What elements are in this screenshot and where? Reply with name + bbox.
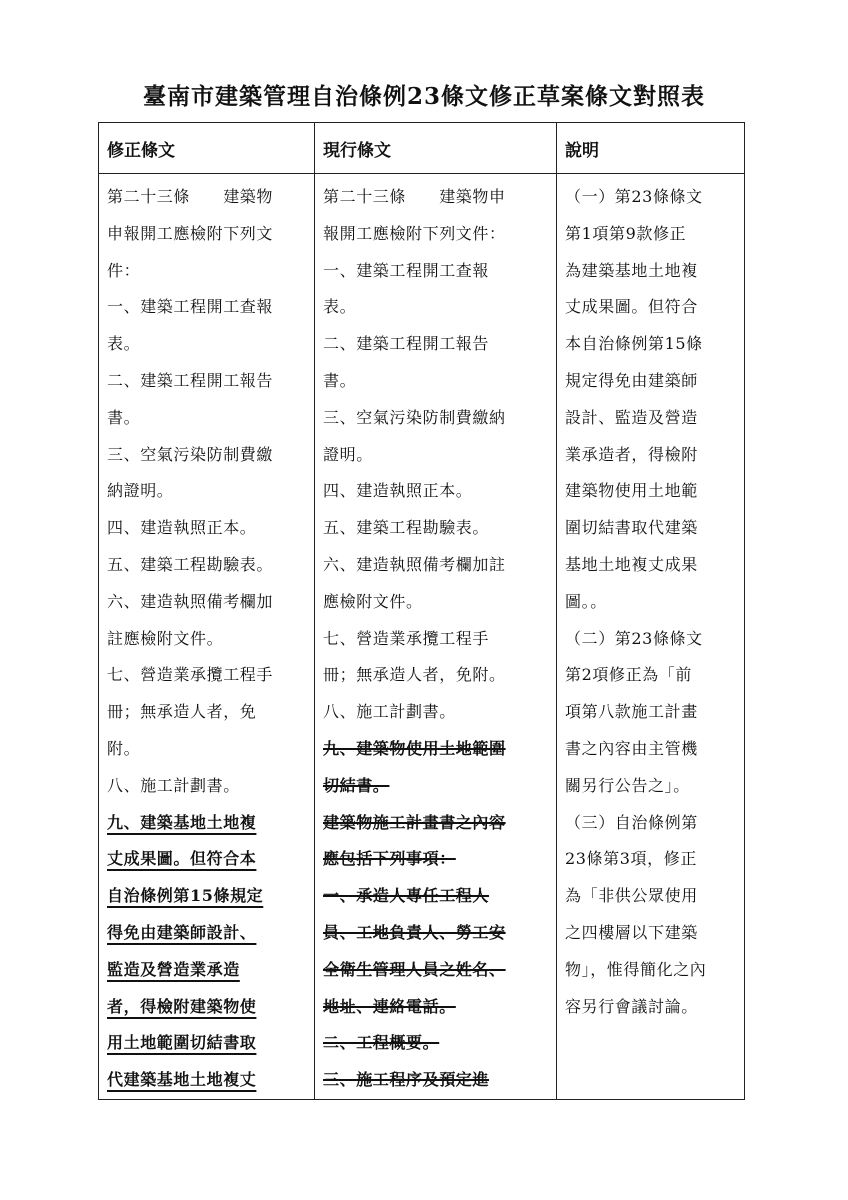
revised-line-text: 納證明。 <box>107 481 174 501</box>
revised-line <box>107 694 308 731</box>
revised-line-text: 丈成果圖。但符合本 <box>107 849 257 869</box>
revised-line <box>107 878 308 915</box>
current-line-text: 報開工應檢附下列文件： <box>323 223 506 243</box>
current-line <box>323 768 550 805</box>
revised-line-text: 表。 <box>107 334 141 354</box>
explanation-line-text: 本自治條例第15條 <box>565 334 703 354</box>
explanation-line <box>565 510 738 547</box>
explanation-line <box>565 547 738 584</box>
current-line-text: 第二十三條 建築物申 <box>323 187 506 206</box>
current-line <box>323 216 550 253</box>
explanation-line-text: 第1項第9款修正 <box>565 223 687 243</box>
current-line-text: 切結書。 <box>323 775 390 795</box>
current-line <box>323 731 550 768</box>
explanation-line <box>565 437 738 474</box>
current-line <box>323 473 550 510</box>
revised-line <box>107 1025 308 1062</box>
revised-line-text: 八、施工計劃書。 <box>107 775 240 795</box>
explanation-line <box>565 805 738 842</box>
current-line <box>323 326 550 363</box>
current-line <box>323 547 550 584</box>
current-line-text: 員、工地負責人、勞工安 <box>323 922 506 942</box>
explanation-line <box>565 989 738 1026</box>
revised-line <box>107 437 308 474</box>
current-line <box>323 952 550 989</box>
explanation-line-text: 關另行公告之」。 <box>565 775 690 795</box>
current-line-text: 八、施工計劃書。 <box>323 702 456 722</box>
revised-line-text: 冊；無承造人者，免 <box>107 702 257 722</box>
current-line-text: 全衛生管理人員之姓名、 <box>323 959 506 979</box>
current-line-text: 三、施工程序及預定進 <box>323 1070 490 1090</box>
current-line <box>323 584 550 621</box>
current-line-text: 建築物施工計畫書之內容 <box>323 812 506 832</box>
explanation-line-text: 基地土地複丈成果 <box>565 554 698 574</box>
revised-line <box>107 253 308 290</box>
current-article-cell <box>315 174 557 1100</box>
current-line <box>323 1025 550 1062</box>
current-line <box>323 1062 550 1099</box>
current-line <box>323 510 550 547</box>
header-explanation: 說明 <box>557 123 745 174</box>
explanation-line-text: 建築物使用土地範 <box>565 481 698 501</box>
revised-line <box>107 363 308 400</box>
current-line <box>323 878 550 915</box>
table-header-row <box>99 123 745 174</box>
explanation-line-text: 設計、監造及營造 <box>565 407 698 427</box>
current-line-text: 表。 <box>323 297 357 317</box>
revised-line-text: 七、營造業承攬工程手 <box>107 665 274 685</box>
revised-line-text: 用土地範圍切結書取 <box>107 1033 257 1053</box>
explanation-line <box>565 216 738 253</box>
current-line-text: 冊；無承造人者，免附。 <box>323 665 506 685</box>
explanation-line-text: 書之內容由主管機 <box>565 738 698 758</box>
revised-line <box>107 400 308 437</box>
explanation-line <box>565 326 738 363</box>
revised-line-text: 書。 <box>107 407 141 427</box>
explanation-line-text: （三）自治條例第 <box>565 812 698 832</box>
revised-line-text: 者，得檢附建築物使 <box>107 996 257 1016</box>
explanation-line <box>565 952 738 989</box>
explanation-line <box>565 289 738 326</box>
revised-line-text: 五、建築工程勘驗表。 <box>107 554 274 574</box>
current-line <box>323 289 550 326</box>
explanation-line <box>565 768 738 805</box>
current-line <box>323 400 550 437</box>
revised-line-text: 一、建築工程開工查報 <box>107 297 274 317</box>
header-current: 現行條文 <box>315 123 557 174</box>
explanation-line <box>565 179 738 216</box>
revised-line <box>107 179 308 216</box>
page-title: 臺南市建築管理自治條例23條文修正草案條文對照表 <box>142 83 705 110</box>
explanation-cell <box>557 174 745 1100</box>
revised-line <box>107 952 308 989</box>
revised-line-text: 監造及營造業承造 <box>107 959 240 979</box>
explanation-line <box>565 400 738 437</box>
revised-line <box>107 841 308 878</box>
current-line-text: 九、建築物使用土地範圍 <box>323 738 506 758</box>
revised-line-text: 自治條例第15條規定 <box>107 886 264 906</box>
revised-line <box>107 510 308 547</box>
current-line <box>323 657 550 694</box>
explanation-line-text: 物」，惟得簡化之內 <box>565 959 707 979</box>
revised-line-text: 三、空氣污染防制費繳 <box>107 444 274 464</box>
revised-article-cell <box>99 174 315 1100</box>
explanation-line-text: 圍切結書取代建築 <box>565 518 698 538</box>
header-revised: 修正條文 <box>99 123 315 174</box>
explanation-line-text: （一）第23條條文 <box>565 187 703 206</box>
revised-line <box>107 216 308 253</box>
revised-line-text: 九、建築基地土地複 <box>107 812 257 832</box>
explanation-line-text: 之四樓層以下建築 <box>565 922 698 942</box>
revised-line <box>107 289 308 326</box>
current-line-text: 六、建造執照備考欄加註 <box>323 554 506 574</box>
revised-line-text: 四、建造執照正本。 <box>107 518 257 538</box>
explanation-line-text: 項第八款施工計畫 <box>565 702 698 722</box>
explanation-line-text: 丈成果圖。但符合 <box>565 297 698 317</box>
revised-line <box>107 768 308 805</box>
revised-line <box>107 731 308 768</box>
current-line-text: 一、建築工程開工查報 <box>323 260 490 280</box>
explanation-line <box>565 841 738 878</box>
explanation-line <box>565 253 738 290</box>
revised-line-text: 六、建造執照備考欄加 <box>107 591 274 611</box>
current-line-text: 地址、連絡電話。 <box>323 996 456 1016</box>
current-line-text: 應包括下列事項： <box>323 849 456 869</box>
revised-line-text: 代建築基地土地複丈 <box>107 1070 257 1090</box>
current-line-text: 三、空氣污染防制費繳納 <box>323 407 506 427</box>
current-line <box>323 989 550 1026</box>
revised-line <box>107 805 308 842</box>
current-line-text: 七、營造業承攬工程手 <box>323 628 490 648</box>
current-line-text: 書。 <box>323 370 357 390</box>
revised-line <box>107 989 308 1026</box>
current-line <box>323 805 550 842</box>
revised-line <box>107 915 308 952</box>
current-line-text: 二、工程概要。 <box>323 1033 440 1053</box>
revised-line-text: 附。 <box>107 738 141 758</box>
table-body-row <box>99 174 745 1100</box>
revised-line <box>107 657 308 694</box>
explanation-line-text: 23條第3項，修正 <box>565 849 697 869</box>
revised-line <box>107 473 308 510</box>
revised-line-text: 得免由建築師設計、 <box>107 922 257 942</box>
current-line <box>323 694 550 731</box>
revised-line <box>107 326 308 363</box>
comparison-table <box>98 122 745 1100</box>
revised-line <box>107 621 308 658</box>
explanation-line-text: 業承造者，得檢附 <box>565 444 698 464</box>
current-line-text: 二、建築工程開工報告 <box>323 334 490 354</box>
current-line <box>323 621 550 658</box>
revised-line <box>107 1062 308 1099</box>
explanation-line <box>565 621 738 658</box>
explanation-line-text: 圖。。 <box>565 591 607 611</box>
explanation-line-text: （二）第23條條文 <box>565 628 703 648</box>
explanation-line <box>565 473 738 510</box>
revised-line-text: 二、建築工程開工報告 <box>107 370 274 390</box>
explanation-line-text: 為「非供公眾使用 <box>565 886 698 906</box>
revised-line-text: 申報開工應檢附下列文 <box>107 223 274 243</box>
current-line <box>323 363 550 400</box>
current-line <box>323 179 550 216</box>
current-line <box>323 841 550 878</box>
explanation-line <box>565 915 738 952</box>
current-line-text: 一、承造人專任工程人 <box>323 886 490 906</box>
current-line-text: 四、建造執照正本。 <box>323 481 473 501</box>
current-line-text: 應檢附文件。 <box>323 591 423 611</box>
explanation-line <box>565 657 738 694</box>
explanation-line <box>565 731 738 768</box>
current-line <box>323 437 550 474</box>
revised-line-text: 註應檢附文件。 <box>107 628 224 648</box>
revised-line-text: 第二十三條 建築物 <box>107 187 274 206</box>
explanation-line-text: 為建築基地土地複 <box>565 260 698 280</box>
explanation-line <box>565 363 738 400</box>
revised-line <box>107 547 308 584</box>
current-line <box>323 253 550 290</box>
revised-line-text: 件： <box>107 260 141 280</box>
current-line <box>323 915 550 952</box>
current-line-text: 證明。 <box>323 444 373 464</box>
explanation-line <box>565 584 738 621</box>
explanation-line-text: 容另行會議討論。 <box>565 996 698 1016</box>
explanation-line <box>565 694 738 731</box>
explanation-line-text: 第2項修正為「前 <box>565 665 692 685</box>
revised-line <box>107 584 308 621</box>
explanation-line-text: 規定得免由建築師 <box>565 370 698 390</box>
current-line-text: 五、建築工程勘驗表。 <box>323 518 490 538</box>
explanation-line <box>565 878 738 915</box>
